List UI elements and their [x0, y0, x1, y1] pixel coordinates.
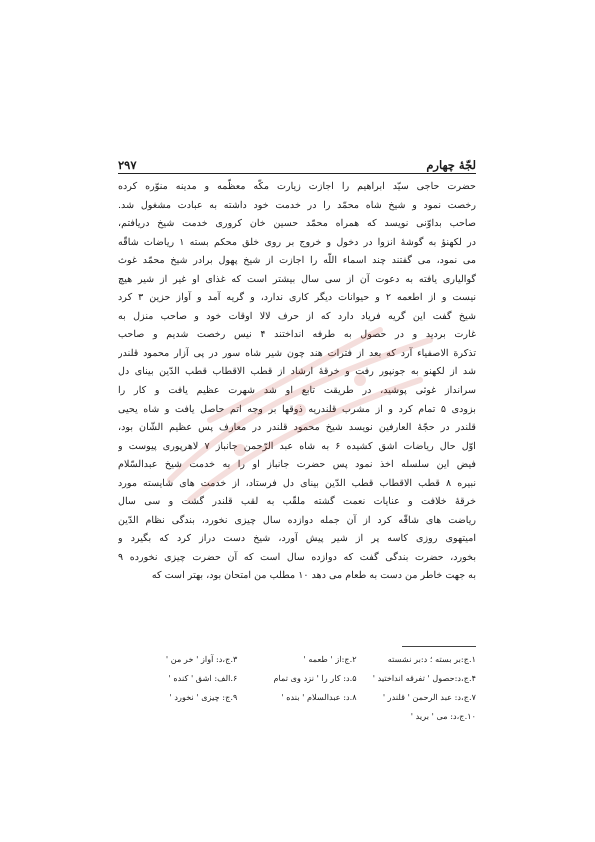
body-line: امیتهوی روزی کاسه پر از شیر پیش آورد، شیخ دست دراز کرد که بگیرد و [118, 533, 476, 545]
body-line: شیخ گفت این گریه فریاد دارد که از حرف لالا اوقات خود و صاحب منزل به [118, 310, 476, 322]
footnote-row [118, 669, 476, 688]
header-rule [118, 173, 476, 174]
footnote-row [118, 650, 476, 669]
body-line: قلندر در حجّهٔ العارفین نویسد شیخ محمود قلندر در معارف پس عظیم الشّان بود، [118, 422, 476, 434]
body-line: صاحب بداوّنی نویسد که همراه محمّد حسین خان کروری خدمت شیخ دریافتم، [118, 218, 476, 230]
footnote: ۵.د: کار را ' نزد وی تمام [273, 673, 357, 683]
body-text [118, 178, 476, 586]
body-line: نبیره ۸ قطب الاقطاب قطب الدّین بینای دل فرستاد، از خدمت های شایسته مورد [118, 477, 476, 489]
body-line: غارت بردید و در حصول به طرفه انداختند ۴ نیس رخصت شدیم و صاحب [118, 329, 476, 341]
body-line: خرقهٔ خلافت و عنایات نعمت گشته ملقّب به لقب قلندر گشت و سی سال [118, 496, 476, 508]
body-line: بخورد، حضرت بندگی گفت که دوازده سال است که آن حضرت چیزی نخورده ۹ [118, 551, 476, 563]
footnote-rule [402, 646, 476, 647]
body-line: بزودی ۵ تمام کرد و از مشرب قلندریه ذوقها بر وجه اتم حاصل یافت و شاه یحیی [118, 403, 476, 415]
body-line: گوالیاری یافته به دعوت آن از سی سال بیشتر است که غذای او غیر از شیر هیچ [118, 273, 476, 285]
body-line: می نمود، می گفتند چند اسماء اللّه را اجازت از شیخ پهول برادر شیخ محمّد غوث [118, 255, 476, 267]
footnote: ۱.ج:بر بسته ؛ د:بر نشسته [387, 654, 476, 664]
footnote [118, 707, 237, 726]
body-line: نیست و از اطعمه ۲ و حیوانات دیگر کاری ندارد، و گریه آمد و آواز حزین ۳ کرد [118, 292, 476, 304]
page-header [118, 150, 476, 172]
body-line: اوّل حال ریاضات اشق کشیده ۶ به شاه عبد الرّحمن جانباز ۷ لاهرپوری پیوست و [118, 440, 476, 452]
body-line: فیض این سلسله اخذ نمود پس حضرت جانباز او را به خدمت شیخ عبدالسّلام [118, 459, 476, 471]
footnote [237, 707, 356, 726]
footnote: ۱۰.ج،د: می ' برید ' [410, 711, 476, 721]
body-line: در لکهنؤ به گوشهٔ انزوا در دخول و خروج بر روی خلق محکم بسته ۱ ریاضات شاقّه [118, 236, 476, 248]
body-line: رخصت نمود و شیخ شاه محمّد را در خدمت خود داشته به عبادت مشغول شد. [118, 199, 476, 211]
footnote: ۲.ج:از ' طعمه ' [303, 654, 357, 664]
footnote: ۷.ج،د: عبد الرحمن ' قلندر ' [382, 692, 476, 702]
body-line: تذکرة الاصفیاء آرد که بعد از فترات هند چون شیر شاه سور در پی آزار محمود قلندر [118, 347, 476, 359]
body-line: به جهت خاطر من دست به طعام می دهد ۱۰ مطلب من امتحان بود، بهتر است که [151, 570, 476, 582]
footnote-row [118, 707, 476, 726]
footnotes [118, 650, 476, 726]
footnote: ۸.د: عبدالسلام ' بنده ' [281, 692, 357, 702]
footnote: ۹.ج: چیزی ' نخورد ' [169, 692, 238, 702]
footnote: ۴.ج،د:حصول ' تفرقه انداختید ' [372, 673, 476, 683]
page-number: ۲۹۷ [118, 158, 137, 172]
footnote-row [118, 688, 476, 707]
body-line: شد از لکهنو به جونپور رفت و خرقهٔ ارشاد از قطب الاقطاب قطب الدّین بینای دل [118, 366, 476, 378]
footnote: ۶.الف: اشق ' کنده ' [168, 673, 238, 683]
chapter-title: لجّهٔ چهارم [426, 158, 476, 172]
body-line: حضرت حاجی سیّد ابراهیم را اجازت زیارت مکّه معظّمه و مدینه منوّره کرده [118, 181, 476, 192]
body-line: سرانداز غوثی پوشید، در طریقت تابع او شد شهرت عظیم یافت و کار را [118, 385, 476, 397]
footnote: ۳.ج،د: آواز ' خر من ' [165, 654, 238, 664]
body-line: ریاضت های شاقّه کرد از آن جمله دوازده سال چیزی نخورد، بندگی نظام الدّین [118, 514, 476, 526]
